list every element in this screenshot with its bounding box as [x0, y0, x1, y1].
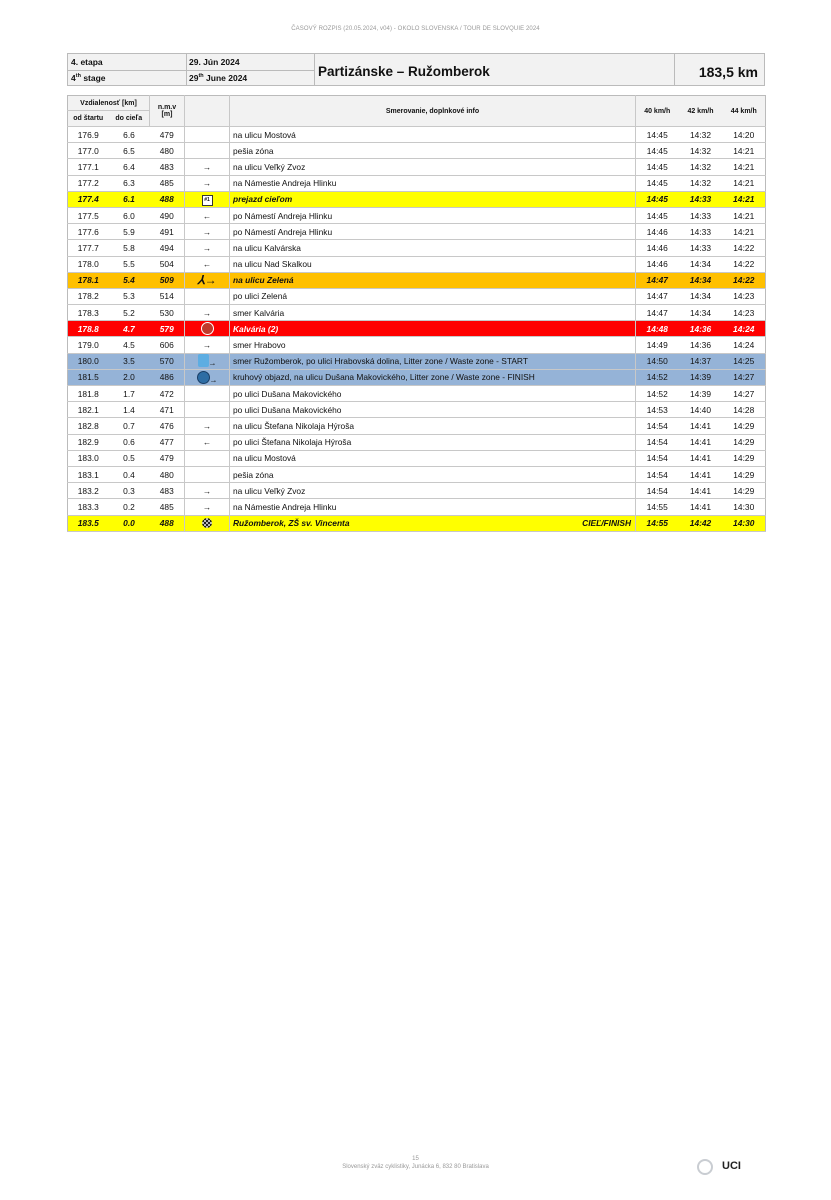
- direction-info-cell: [230, 337, 636, 353]
- time-40-cell: 14:45: [636, 175, 679, 191]
- time-42-cell: 14:32: [679, 143, 723, 159]
- direction-info-cell: [230, 272, 636, 288]
- time-40-cell: 14:54: [636, 450, 679, 466]
- time-40-cell: 14:54: [636, 434, 679, 450]
- table-row: [68, 256, 766, 272]
- direction-text: na ulicu Veľký Zvoz: [233, 485, 306, 496]
- time-44-cell: 14:29: [723, 434, 766, 450]
- altitude-cell: 479: [150, 127, 185, 143]
- time-40-cell: 14:46: [636, 256, 679, 272]
- direction-info-cell: [230, 305, 636, 321]
- time-42-cell: 14:40: [679, 402, 723, 418]
- direction-text: po ulici Dušana Makovického: [233, 388, 342, 399]
- direction-icon-cell: [185, 369, 230, 385]
- finish-flag-icon: [202, 518, 212, 528]
- altitude-cell: 479: [150, 450, 185, 466]
- time-44-cell: 14:28: [723, 402, 766, 418]
- table-row: [68, 207, 766, 223]
- intermediate-finish-icon: #1: [202, 195, 213, 206]
- time-40-cell: 14:47: [636, 288, 679, 304]
- time-44-cell: 14:27: [723, 369, 766, 385]
- direction-info-cell: [230, 321, 636, 337]
- direction-icon-cell: [185, 143, 230, 159]
- time-40-cell: 14:46: [636, 224, 679, 240]
- from-start-cell: 177.1: [68, 159, 109, 175]
- direction-icon-cell: [185, 224, 230, 240]
- altitude-cell: 491: [150, 224, 185, 240]
- time-44-cell: 14:29: [723, 483, 766, 499]
- stage-info-box: [67, 53, 765, 86]
- direction-info-cell: [230, 143, 636, 159]
- time-40-cell: 14:55: [636, 515, 679, 531]
- direction-info-cell: [230, 483, 636, 499]
- fork-right-icon: ⅄→: [197, 273, 217, 288]
- altitude-cell: 480: [150, 143, 185, 159]
- roundabout-icon: [197, 371, 210, 384]
- altitude-cell: 570: [150, 353, 185, 369]
- from-start-cell: 178.3: [68, 305, 109, 321]
- time-40-cell: 14:48: [636, 321, 679, 337]
- direction-info-cell: [230, 240, 636, 256]
- direction-info-cell: [230, 175, 636, 191]
- to-finish-cell: 5.2: [109, 305, 150, 321]
- table-row: [68, 450, 766, 466]
- time-40-cell: 14:47: [636, 305, 679, 321]
- time-44-cell: 14:22: [723, 272, 766, 288]
- time-44-cell: 14:21: [723, 191, 766, 207]
- altitude-cell: 509: [150, 272, 185, 288]
- altitude-cell: 485: [150, 175, 185, 191]
- time-40-cell: 14:50: [636, 353, 679, 369]
- header-from-start: od štartu: [68, 111, 109, 127]
- direction-icon-cell: [185, 386, 230, 402]
- from-start-cell: 179.0: [68, 337, 109, 353]
- time-42-cell: 14:32: [679, 127, 723, 143]
- from-start-cell: 183.0: [68, 450, 109, 466]
- time-40-cell: 14:45: [636, 159, 679, 175]
- mountain-climb-icon: [201, 322, 214, 335]
- direction-info-cell: [230, 369, 636, 385]
- from-start-cell: 182.9: [68, 434, 109, 450]
- document-header: ČASOVÝ ROZPIS (20.05.2024, v04) - OKOLO SLOVENSKA / TOUR DE SLOVQUIE 2024: [291, 26, 540, 32]
- altitude-cell: 488: [150, 191, 185, 207]
- time-42-cell: 14:33: [679, 207, 723, 223]
- time-42-cell: 14:36: [679, 337, 723, 353]
- time-42-cell: 14:33: [679, 224, 723, 240]
- header-direction: Smerovanie, doplnkové info: [230, 96, 636, 127]
- time-44-cell: 14:21: [723, 224, 766, 240]
- time-42-cell: 14:34: [679, 256, 723, 272]
- direction-icon-cell: [185, 418, 230, 434]
- time-44-cell: 14:24: [723, 337, 766, 353]
- table-row: [68, 353, 766, 369]
- altitude-cell: 483: [150, 159, 185, 175]
- itinerary-table-wrapper: [67, 95, 765, 532]
- to-finish-cell: 3.5: [109, 353, 150, 369]
- to-finish-cell: 6.0: [109, 207, 150, 223]
- table-row: [68, 337, 766, 353]
- direction-info-cell: [230, 256, 636, 272]
- arrow-right-icon: →: [209, 375, 218, 385]
- arrow-right-icon: →: [202, 178, 212, 189]
- from-start-cell: 180.0: [68, 353, 109, 369]
- table-row: [68, 386, 766, 402]
- from-start-cell: 183.1: [68, 466, 109, 482]
- to-finish-cell: 0.4: [109, 466, 150, 482]
- direction-icon-cell: [185, 466, 230, 482]
- arrow-right-icon: →: [202, 420, 212, 431]
- time-40-cell: 14:54: [636, 466, 679, 482]
- header-altitude: n.m.v [m]: [150, 96, 185, 127]
- direction-info-cell: [230, 288, 636, 304]
- direction-icon-cell: [185, 499, 230, 515]
- altitude-cell: 514: [150, 288, 185, 304]
- time-44-cell: 14:21: [723, 159, 766, 175]
- direction-text: na ulicu Zelená: [233, 275, 294, 286]
- table-row: [68, 191, 766, 207]
- direction-icon-cell: [185, 321, 230, 337]
- table-row: [68, 305, 766, 321]
- time-42-cell: 14:42: [679, 515, 723, 531]
- time-40-cell: 14:49: [636, 337, 679, 353]
- time-40-cell: 14:46: [636, 240, 679, 256]
- direction-info-cell: [230, 515, 636, 531]
- altitude-cell: 476: [150, 418, 185, 434]
- arrow-left-icon: ←: [202, 259, 212, 270]
- direction-info-cell: [230, 207, 636, 223]
- from-start-cell: 178.0: [68, 256, 109, 272]
- table-row: [68, 499, 766, 515]
- table-row: [68, 321, 766, 337]
- time-40-cell: 14:53: [636, 402, 679, 418]
- header-distance: Vzdialenosť [km]: [68, 96, 150, 111]
- altitude-cell: 579: [150, 321, 185, 337]
- to-finish-cell: 5.8: [109, 240, 150, 256]
- direction-icon-cell: [185, 272, 230, 288]
- arrow-left-icon: ←: [202, 437, 212, 448]
- header-speed-42: 42 km/h: [679, 96, 723, 127]
- route-title: Partizánske – Ružomberok: [318, 64, 490, 79]
- arrow-right-icon: →: [202, 485, 212, 496]
- from-start-cell: 177.5: [68, 207, 109, 223]
- time-44-cell: 14:30: [723, 515, 766, 531]
- direction-info-cell: [230, 418, 636, 434]
- time-42-cell: 14:39: [679, 386, 723, 402]
- direction-info-cell: [230, 127, 636, 143]
- table-row: [68, 143, 766, 159]
- direction-info-cell: [230, 466, 636, 482]
- header-icon: [185, 96, 230, 127]
- time-40-cell: 14:55: [636, 499, 679, 515]
- time-44-cell: 14:21: [723, 175, 766, 191]
- time-40-cell: 14:45: [636, 207, 679, 223]
- table-row: [68, 224, 766, 240]
- time-44-cell: 14:22: [723, 256, 766, 272]
- table-row: [68, 288, 766, 304]
- time-44-cell: 14:23: [723, 288, 766, 304]
- time-40-cell: 14:54: [636, 483, 679, 499]
- direction-icon-cell: [185, 288, 230, 304]
- direction-info-cell: [230, 499, 636, 515]
- time-40-cell: 14:52: [636, 369, 679, 385]
- header-speed-40: 40 km/h: [636, 96, 679, 127]
- time-42-cell: 14:34: [679, 288, 723, 304]
- altitude-cell: 477: [150, 434, 185, 450]
- table-row: [68, 483, 766, 499]
- time-42-cell: 14:41: [679, 450, 723, 466]
- time-44-cell: 14:23: [723, 305, 766, 321]
- direction-text: po ulici Štefana Nikolaja Hýroša: [233, 437, 352, 448]
- from-start-cell: 181.8: [68, 386, 109, 402]
- altitude-cell: 530: [150, 305, 185, 321]
- table-row: [68, 418, 766, 434]
- to-finish-cell: 5.5: [109, 256, 150, 272]
- direction-text: na ulicu Štefana Nikolaja Hýroša: [233, 420, 355, 431]
- time-42-cell: 14:33: [679, 191, 723, 207]
- direction-info-cell: [230, 224, 636, 240]
- direction-icon-cell: [185, 207, 230, 223]
- arrow-right-icon: →: [202, 161, 212, 172]
- table-row: [68, 466, 766, 482]
- direction-text: po Námestí Andreja Hlinku: [233, 226, 333, 237]
- to-finish-cell: 5.9: [109, 224, 150, 240]
- table-row: [68, 369, 766, 385]
- altitude-cell: 483: [150, 483, 185, 499]
- stage-distance: 183,5 km: [698, 64, 758, 80]
- direction-icon-cell: [185, 434, 230, 450]
- to-finish-cell: 0.5: [109, 450, 150, 466]
- to-finish-cell: 2.0: [109, 369, 150, 385]
- time-42-cell: 14:41: [679, 499, 723, 515]
- time-44-cell: 14:24: [723, 321, 766, 337]
- header-to-finish: do cieľa: [109, 111, 150, 127]
- direction-text: na ulicu Veľký Zvoz: [233, 161, 306, 172]
- direction-text: na Námestie Andreja Hlinku: [233, 178, 337, 189]
- direction-icon-cell: [185, 175, 230, 191]
- time-40-cell: 14:45: [636, 143, 679, 159]
- direction-info-cell: [230, 353, 636, 369]
- direction-icon-cell: [185, 353, 230, 369]
- time-42-cell: 14:41: [679, 418, 723, 434]
- time-44-cell: 14:27: [723, 386, 766, 402]
- arrow-left-icon: ←: [202, 210, 212, 221]
- table-row: [68, 240, 766, 256]
- time-42-cell: 14:32: [679, 159, 723, 175]
- direction-text: po ulici Zelená: [233, 291, 288, 302]
- direction-text: Ružomberok, ZŠ sv. Vincenta: [233, 518, 350, 529]
- arrow-right-icon: →: [202, 226, 212, 237]
- page-number: 15: [412, 1156, 419, 1162]
- from-start-cell: 181.5: [68, 369, 109, 385]
- litter-zone-icon: [198, 354, 209, 367]
- table-row: [68, 515, 766, 531]
- time-44-cell: 14:20: [723, 127, 766, 143]
- arrow-right-icon: →: [202, 501, 212, 512]
- to-finish-cell: 4.5: [109, 337, 150, 353]
- direction-text: smer Hrabovo: [233, 340, 286, 351]
- table-row: [68, 127, 766, 143]
- from-start-cell: 178.2: [68, 288, 109, 304]
- direction-text: na ulicu Mostová: [233, 453, 296, 464]
- time-40-cell: 14:52: [636, 386, 679, 402]
- from-start-cell: 183.5: [68, 515, 109, 531]
- from-start-cell: 177.4: [68, 191, 109, 207]
- from-start-cell: 176.9: [68, 127, 109, 143]
- time-42-cell: 14:41: [679, 483, 723, 499]
- direction-text: na ulicu Mostová: [233, 129, 296, 140]
- altitude-cell: 490: [150, 207, 185, 223]
- table-row: [68, 402, 766, 418]
- szc-logo-icon: [697, 1159, 713, 1175]
- time-44-cell: 14:25: [723, 353, 766, 369]
- to-finish-cell: 1.4: [109, 402, 150, 418]
- to-finish-cell: 0.6: [109, 434, 150, 450]
- direction-info-cell: [230, 159, 636, 175]
- table-row: [68, 272, 766, 288]
- from-start-cell: 177.6: [68, 224, 109, 240]
- from-start-cell: 183.2: [68, 483, 109, 499]
- stage-date-en: 29th June 2024: [189, 73, 248, 83]
- direction-info-cell: [230, 402, 636, 418]
- time-44-cell: 14:22: [723, 240, 766, 256]
- from-start-cell: 178.1: [68, 272, 109, 288]
- to-finish-cell: 6.5: [109, 143, 150, 159]
- direction-text: pešia zóna: [233, 145, 274, 156]
- time-44-cell: 14:29: [723, 466, 766, 482]
- direction-text: po ulici Dušana Makovického: [233, 404, 342, 415]
- table-row: [68, 434, 766, 450]
- arrow-right-icon: →: [208, 359, 217, 369]
- from-start-cell: 182.8: [68, 418, 109, 434]
- direction-icon-cell: [185, 256, 230, 272]
- to-finish-cell: 4.7: [109, 321, 150, 337]
- to-finish-cell: 0.0: [109, 515, 150, 531]
- time-44-cell: 14:30: [723, 499, 766, 515]
- header-speed-44: 44 km/h: [723, 96, 766, 127]
- time-42-cell: 14:33: [679, 240, 723, 256]
- direction-text: na ulicu Kalvárska: [233, 242, 301, 253]
- direction-text: na Námestie Andreja Hlinku: [233, 501, 337, 512]
- direction-info-cell: [230, 191, 636, 207]
- to-finish-cell: 6.1: [109, 191, 150, 207]
- stage-date-sk: 29. Jún 2024: [189, 57, 240, 67]
- stage-number-sk: 4. etapa: [71, 57, 103, 67]
- to-finish-cell: 6.4: [109, 159, 150, 175]
- altitude-cell: 485: [150, 499, 185, 515]
- direction-text: pešia zóna: [233, 469, 274, 480]
- altitude-cell: 606: [150, 337, 185, 353]
- altitude-cell: 472: [150, 386, 185, 402]
- direction-icon-cell: [185, 305, 230, 321]
- direction-text: na ulicu Nad Skalkou: [233, 259, 312, 270]
- time-42-cell: 14:34: [679, 272, 723, 288]
- altitude-cell: 471: [150, 402, 185, 418]
- to-finish-cell: 0.2: [109, 499, 150, 515]
- from-start-cell: 177.7: [68, 240, 109, 256]
- from-start-cell: 177.2: [68, 175, 109, 191]
- time-40-cell: 14:45: [636, 127, 679, 143]
- altitude-cell: 504: [150, 256, 185, 272]
- to-finish-cell: 0.7: [109, 418, 150, 434]
- time-42-cell: 14:39: [679, 369, 723, 385]
- footer-address: Slovenský zväz cyklistiky, Junácka 6, 832 80 Bratislava: [342, 1164, 489, 1170]
- direction-text: kruhový objazd, na ulicu Dušana Makovického, Litter zone / Waste zone - FINISH: [233, 372, 535, 383]
- to-finish-cell: 6.6: [109, 127, 150, 143]
- table-row: [68, 175, 766, 191]
- to-finish-cell: 1.7: [109, 386, 150, 402]
- direction-icon-cell: [185, 450, 230, 466]
- direction-icon-cell: [185, 515, 230, 531]
- time-42-cell: 14:41: [679, 466, 723, 482]
- from-start-cell: 182.1: [68, 402, 109, 418]
- altitude-cell: 488: [150, 515, 185, 531]
- direction-icon-cell: [185, 402, 230, 418]
- time-44-cell: 14:29: [723, 450, 766, 466]
- time-42-cell: 14:34: [679, 305, 723, 321]
- from-start-cell: 183.3: [68, 499, 109, 515]
- direction-icon-cell: [185, 337, 230, 353]
- table-row: [68, 159, 766, 175]
- time-40-cell: 14:54: [636, 418, 679, 434]
- altitude-cell: 480: [150, 466, 185, 482]
- direction-icon-cell: [185, 159, 230, 175]
- time-42-cell: 14:36: [679, 321, 723, 337]
- from-start-cell: 178.8: [68, 321, 109, 337]
- direction-icon-cell: [185, 483, 230, 499]
- direction-icon-cell: [185, 191, 230, 207]
- to-finish-cell: 6.3: [109, 175, 150, 191]
- arrow-right-icon: →: [202, 307, 212, 318]
- direction-icon-cell: [185, 127, 230, 143]
- stage-number-en: 4th stage: [71, 73, 106, 83]
- altitude-cell: 494: [150, 240, 185, 256]
- to-finish-cell: 5.3: [109, 288, 150, 304]
- direction-text: smer Kalvária: [233, 307, 285, 318]
- direction-icon-cell: [185, 240, 230, 256]
- time-40-cell: 14:47: [636, 272, 679, 288]
- time-42-cell: 14:41: [679, 434, 723, 450]
- itinerary-table: [67, 95, 766, 532]
- time-44-cell: 14:21: [723, 143, 766, 159]
- direction-info-cell: [230, 386, 636, 402]
- direction-info-cell: [230, 434, 636, 450]
- time-44-cell: 14:29: [723, 418, 766, 434]
- from-start-cell: 177.0: [68, 143, 109, 159]
- direction-text: prejazd cieľom: [233, 194, 293, 205]
- arrow-right-icon: →: [202, 340, 212, 351]
- altitude-cell: 486: [150, 369, 185, 385]
- to-finish-cell: 0.3: [109, 483, 150, 499]
- itinerary-body: [68, 127, 766, 532]
- direction-text: smer Ružomberok, po ulici Hrabovská dolina, Litter zone / Waste zone - START: [233, 356, 528, 367]
- to-finish-cell: 5.4: [109, 272, 150, 288]
- arrow-right-icon: →: [202, 242, 212, 253]
- finish-tag: CIEĽ/FINISH: [582, 518, 631, 529]
- uci-logo: UCI: [722, 1160, 741, 1172]
- direction-text: Kalvária (2): [233, 323, 279, 334]
- time-40-cell: 14:45: [636, 191, 679, 207]
- direction-text: po Námestí Andreja Hlinku: [233, 210, 333, 221]
- time-42-cell: 14:32: [679, 175, 723, 191]
- time-44-cell: 14:21: [723, 207, 766, 223]
- time-42-cell: 14:37: [679, 353, 723, 369]
- direction-info-cell: [230, 450, 636, 466]
